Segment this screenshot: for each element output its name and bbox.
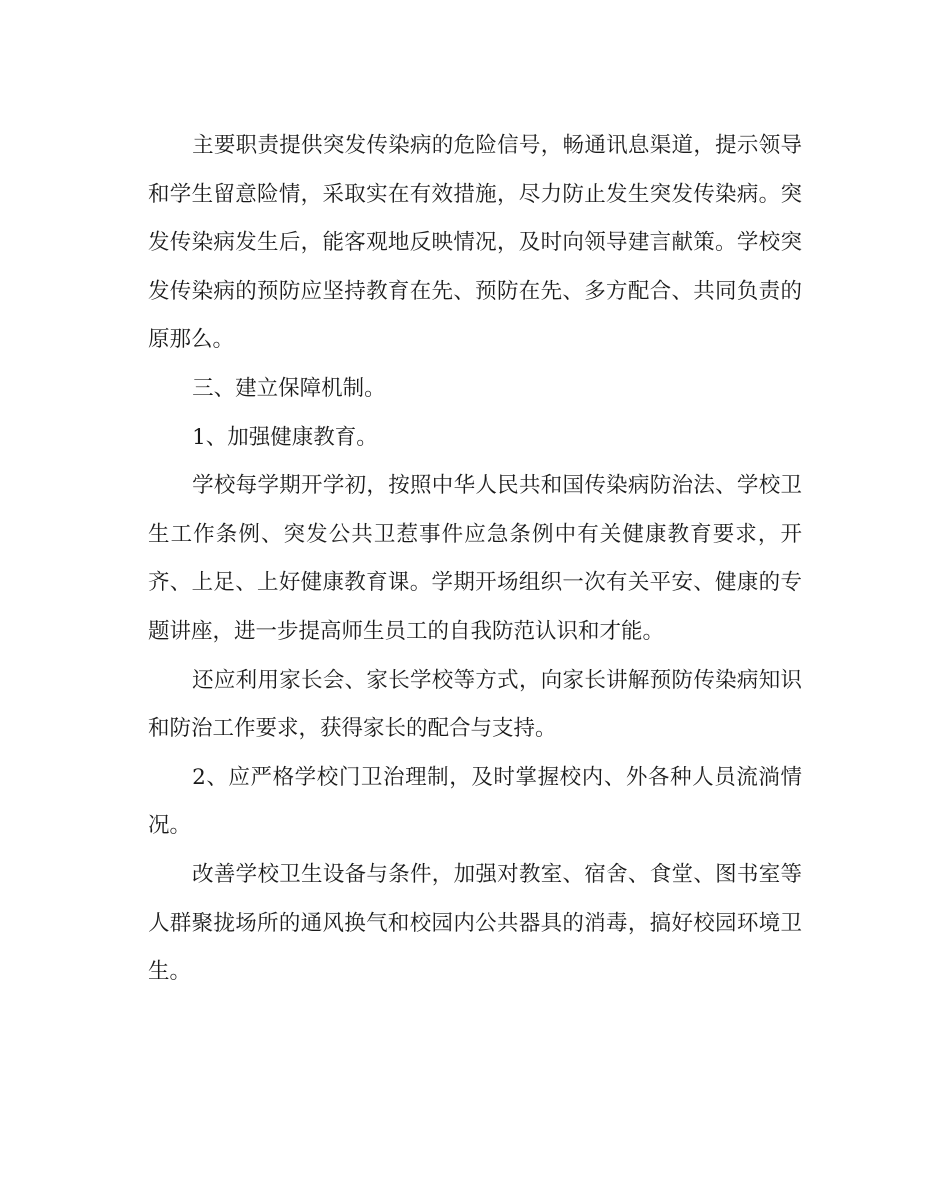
section-heading-guarantee-mechanism: 三、建立保障机制。 <box>192 375 386 401</box>
subheading-health-education: 1、加强健康教育。 <box>192 424 378 450</box>
document-body <box>148 122 802 997</box>
paragraph-parent-outreach: 还应利用家长会、家长学校等方式，向家长讲解预防传染病知识和防治工作要求，获得家长的配合与支持。 <box>148 667 802 742</box>
paragraph-sanitation: 改善学校卫生设备与条件，加强对教室、宿舍、食堂、图书室等人群聚拢场所的通风换气和校园内公共器具的消毒，搞好校园环境卫生。 <box>148 861 802 985</box>
subheading-gate-management: 2、应严格学校门卫治理制，及时掌握校内、外各种人员流淌情况。 <box>148 764 802 839</box>
paragraph-responsibilities: 主要职责提供突发传染病的危险信号，畅通讯息渠道，提示领导和学生留意险情，采取实在有效措施，尽力防止发生突发传染病。突发传染病发生后，能客观地反映情况，及时向领导建言献策。学校突发传染病的预防应坚持教育在先、预防在先、多方配合、共同负责的原那么。 <box>148 133 802 353</box>
paragraph-health-education: 学校每学期开学初，按照中华人民共和国传染病防治法、学校卫生工作条例、突发公共卫惹事件应急条例中有关健康教育要求，开齐、上足、上好健康教育课。学期开场组织一次有关平安、健康的专题讲座，进一步提高师生员工的自我防范认识和才能。 <box>148 473 802 644</box>
